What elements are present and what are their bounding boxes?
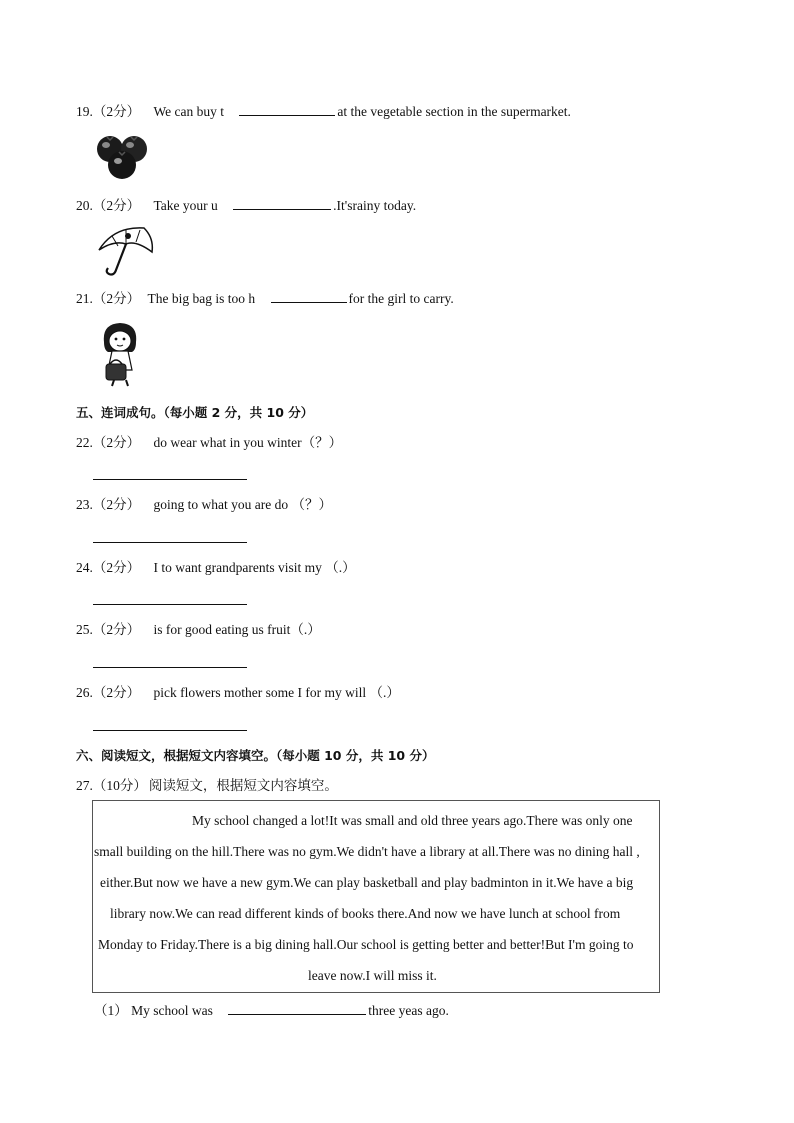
sub-question-text-before: My school was — [131, 1003, 213, 1018]
question-number: 19.（2分） — [76, 104, 141, 119]
tomatoes-picture — [94, 132, 154, 182]
question-text: I to want grandparents visit my （.） — [153, 560, 356, 575]
fill-blank[interactable] — [228, 1001, 366, 1015]
passage-line: small building on the hill.There was no gym.We didn't have a library at all.There was no dining hall , — [94, 844, 640, 859]
question-number: 23.（2分） — [76, 497, 141, 512]
answer-line[interactable] — [93, 667, 247, 668]
question-text: do wear what in you winter（？） — [153, 435, 343, 450]
question-number: 25.（2分） — [76, 622, 141, 637]
answer-line[interactable] — [93, 479, 247, 480]
question-26 — [76, 685, 400, 701]
passage-line: My school changed a lot!It was small and old three years ago.There was only one — [192, 813, 633, 828]
passage-line: leave now.I will miss it. — [308, 968, 437, 983]
question-text-before: We can buy t — [153, 104, 225, 119]
question-instruction: 阅读短文，根据短文内容填空。 — [148, 778, 338, 793]
sub-question-1 — [94, 1001, 449, 1019]
question-21 — [76, 289, 454, 307]
answer-line[interactable] — [93, 604, 247, 605]
question-27 — [76, 778, 338, 794]
passage-line: library now.We can read different kinds of books there.And now we have lunch at school from — [110, 906, 621, 921]
question-text-before: The big bag is too h — [147, 291, 256, 306]
question-number: 24.（2分） — [76, 560, 141, 575]
answer-line[interactable] — [93, 730, 247, 731]
question-25 — [76, 622, 321, 638]
question-number: 22.（2分） — [76, 435, 141, 450]
question-text-after: for the girl to carry. — [348, 291, 454, 306]
question-text-after: .It'srainy today. — [333, 198, 417, 213]
question-23 — [76, 497, 332, 513]
question-text: pick flowers mother some I for my will （.） — [153, 685, 400, 700]
question-text: is for good eating us fruit（.） — [153, 622, 321, 637]
section-6-heading: 六、阅读短文，根据短文内容填空。（每小题 10 分，共 10 分） — [76, 748, 435, 763]
fill-blank[interactable] — [233, 196, 331, 210]
question-number: 26.（2分） — [76, 685, 141, 700]
fill-blank[interactable] — [239, 102, 335, 116]
question-text-before: Take your u — [153, 198, 218, 213]
sub-question-text-after: three yeas ago. — [368, 1003, 449, 1018]
question-22 — [76, 435, 342, 451]
answer-line[interactable] — [93, 542, 247, 543]
girl-with-bag-picture — [96, 320, 146, 388]
question-number: 20.（2分） — [76, 198, 141, 213]
sub-question-number: （1） — [94, 1003, 128, 1018]
question-24 — [76, 560, 356, 576]
question-text: going to what you are do （？） — [153, 497, 332, 512]
question-number: 21.（2分） — [76, 291, 141, 306]
passage-line: either.But now we have a new gym.We can play basketball and play badminton in it.We have a big — [100, 875, 634, 890]
passage-line: Monday to Friday.There is a big dining hall.Our school is getting better and better!But I'm going to — [98, 937, 634, 952]
question-number: 27.（10分） — [76, 778, 147, 793]
fill-blank[interactable] — [271, 289, 347, 303]
question-20 — [76, 196, 416, 214]
question-19 — [76, 102, 571, 120]
section-5-heading: 五、连词成句。（每小题 2 分，共 10 分） — [76, 405, 314, 420]
umbrella-picture — [96, 226, 156, 278]
question-text-after: at the vegetable section in the supermarket. — [337, 104, 571, 119]
